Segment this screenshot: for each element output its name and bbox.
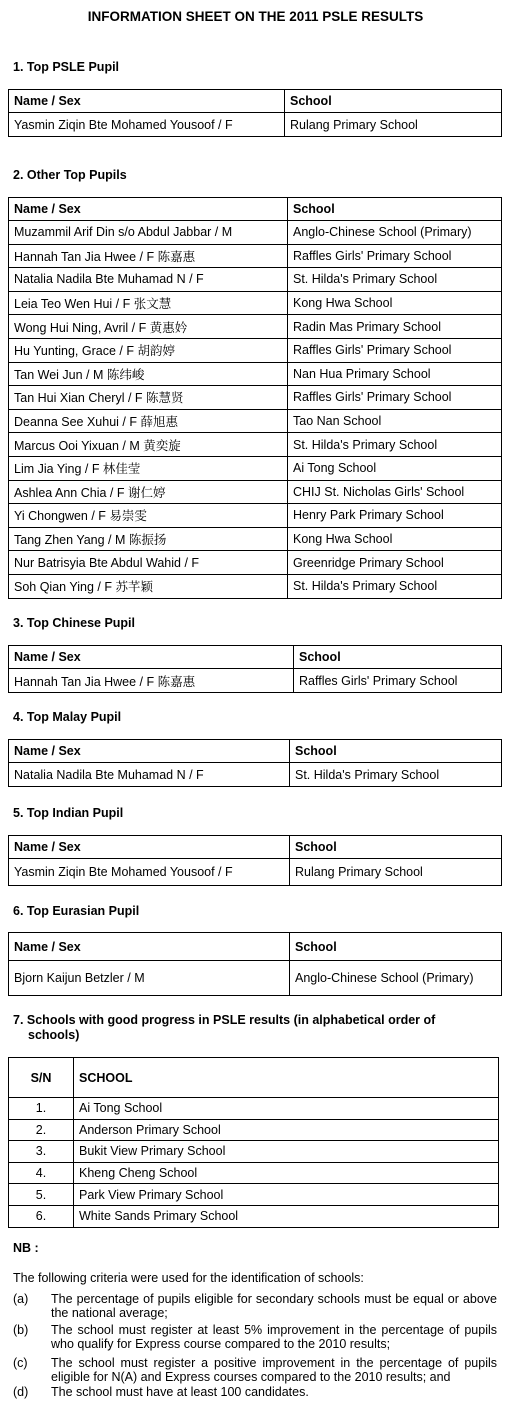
pupil-name: Yi Chongwen / F 易崇雯 — [9, 504, 288, 528]
section-heading-top-malay-pupil: 4. Top Malay Pupil — [13, 710, 122, 724]
section-heading-top-psle-pupil: 1. Top PSLE Pupil — [13, 60, 120, 74]
criterion-text: The school must register a positive improvement in the percentage of pupils eligible for N(A) and Express courses compared to the 2010 results; and — [51, 1356, 497, 1384]
pupil-name: Tang Zhen Yang / M 陈振扬 — [9, 527, 288, 551]
table-row — [9, 859, 502, 886]
table-row — [9, 551, 502, 575]
pupil-school: St. Hilda's Primary School — [290, 763, 502, 787]
criterion-key: (c) — [13, 1356, 28, 1370]
pupil-name: Hannah Tan Jia Hwee / F 陈嘉惠 — [9, 244, 288, 268]
table-row — [9, 1119, 499, 1141]
pupil-name: Deanna See Xuhui / F 薛旭惠 — [9, 409, 288, 433]
column-header-sn: S/N — [9, 1058, 74, 1098]
pupil-name: Hu Yunting, Grace / F 胡韵婷 — [9, 338, 288, 362]
pupil-name: Tan Wei Jun / M 陈纬峻 — [9, 362, 288, 386]
pupil-school: Radin Mas Primary School — [288, 315, 502, 339]
table-row — [9, 362, 502, 386]
table-row — [9, 244, 502, 268]
criterion-text: The percentage of pupils eligible for secondary schools must be equal or above the national average; — [51, 1292, 497, 1320]
pupil-name: Wong Hui Ning, Avril / F 黄惠妗 — [9, 315, 288, 339]
table-row — [9, 268, 502, 292]
table-schools-good-progress — [8, 1057, 499, 1228]
table-row — [9, 113, 502, 137]
table-top-eurasian-pupil — [8, 932, 502, 996]
column-header-name-sex: Name / Sex — [9, 933, 290, 961]
pupil-name: Lim Jia Ying / F 林佳莹 — [9, 456, 288, 480]
section-heading-top-indian-pupil: 5. Top Indian Pupil — [13, 806, 124, 820]
table-row — [9, 669, 502, 693]
pupil-school: Kong Hwa School — [288, 291, 502, 315]
table-row — [9, 456, 502, 480]
serial-number: 6. — [9, 1205, 74, 1227]
pupil-name: Muzammil Arif Din s/o Abdul Jabbar / M — [9, 221, 288, 245]
table-top-indian-pupil — [8, 835, 502, 886]
pupil-school: Raffles Girls' Primary School — [288, 386, 502, 410]
pupil-school: Raffles Girls' Primary School — [288, 338, 502, 362]
section-heading-other-top-pupils: 2. Other Top Pupils — [13, 168, 127, 182]
criteria-intro: The following criteria were used for the identification of schools: — [13, 1271, 364, 1285]
pupil-school: Nan Hua Primary School — [288, 362, 502, 386]
table-row — [9, 1162, 499, 1184]
column-header-school: School — [294, 646, 502, 669]
serial-number: 2. — [9, 1119, 74, 1141]
section-heading-top-eurasian-pupil: 6. Top Eurasian Pupil — [13, 904, 140, 918]
criterion-key: (d) — [13, 1385, 29, 1399]
page-title: INFORMATION SHEET ON THE 2011 PSLE RESULTS — [87, 9, 424, 24]
section-heading-top-chinese-pupil: 3. Top Chinese Pupil — [13, 616, 136, 630]
pupil-school: Henry Park Primary School — [288, 504, 502, 528]
table-row — [9, 1184, 499, 1206]
pupil-name: Yasmin Ziqin Bte Mohamed Yousoof / F — [9, 113, 285, 137]
school-name: White Sands Primary School — [74, 1205, 499, 1227]
pupil-school: Raffles Girls' Primary School — [294, 669, 502, 693]
table-row — [9, 221, 502, 245]
serial-number: 5. — [9, 1184, 74, 1206]
criterion-text: The school must have at least 100 candidates. — [51, 1385, 309, 1399]
pupil-school: Raffles Girls' Primary School — [288, 244, 502, 268]
column-header-name-sex: Name / Sex — [9, 836, 290, 859]
pupil-school: CHIJ St. Nicholas Girls' School — [288, 480, 502, 504]
section-heading-schools-good-progress: 7. Schools with good progress in PSLE results (in alphabetical order of schools) — [13, 1013, 436, 1042]
school-name: Anderson Primary School — [74, 1119, 499, 1141]
serial-number: 1. — [9, 1098, 74, 1120]
pupil-school: Greenridge Primary School — [288, 551, 502, 575]
table-row — [9, 315, 502, 339]
pupil-name: Tan Hui Xian Cheryl / F 陈慧贤 — [9, 386, 288, 410]
pupil-school: Anglo-Chinese School (Primary) — [288, 221, 502, 245]
column-header-school: School — [288, 198, 502, 221]
pupil-name: Soh Qian Ying / F 苏芊颖 — [9, 574, 288, 598]
pupil-name: Hannah Tan Jia Hwee / F 陈嘉惠 — [9, 669, 294, 693]
pupil-school: Anglo-Chinese School (Primary) — [290, 961, 502, 996]
table-row — [9, 1205, 499, 1227]
pupil-school: Kong Hwa School — [288, 527, 502, 551]
column-header-school: School — [290, 740, 502, 763]
table-row — [9, 574, 502, 598]
school-name: Ai Tong School — [74, 1098, 499, 1120]
pupil-school: Ai Tong School — [288, 456, 502, 480]
school-name: Kheng Cheng School — [74, 1162, 499, 1184]
pupil-name: Natalia Nadila Bte Muhamad N / F — [9, 763, 290, 787]
table-row — [9, 504, 502, 528]
pupil-name: Ashlea Ann Chia / F 谢仁婷 — [9, 480, 288, 504]
column-header-name-sex: Name / Sex — [9, 90, 285, 113]
column-header-name-sex: Name / Sex — [9, 198, 288, 221]
table-top-malay-pupil — [8, 739, 502, 787]
table-row — [9, 1098, 499, 1120]
pupil-name: Natalia Nadila Bte Muhamad N / F — [9, 268, 288, 292]
table-row — [9, 433, 502, 457]
pupil-name: Leia Teo Wen Hui / F 张文慧 — [9, 291, 288, 315]
pupil-school: St. Hilda's Primary School — [288, 268, 502, 292]
pupil-name: Marcus Ooi Yixuan / M 黄奕旋 — [9, 433, 288, 457]
nb-label: NB : — [13, 1241, 39, 1255]
column-header-school: School — [285, 90, 502, 113]
pupil-school: St. Hilda's Primary School — [288, 433, 502, 457]
column-header-school: School — [290, 836, 502, 859]
pupil-name: Nur Batrisyia Bte Abdul Wahid / F — [9, 551, 288, 575]
table-row — [9, 1141, 499, 1163]
pupil-name: Yasmin Ziqin Bte Mohamed Yousoof / F — [9, 859, 290, 886]
table-row — [9, 338, 502, 362]
table-top-psle-pupil — [8, 89, 502, 137]
table-row — [9, 763, 502, 787]
table-row — [9, 961, 502, 996]
pupil-name: Bjorn Kaijun Betzler / M — [9, 961, 290, 996]
table-other-top-pupils — [8, 197, 502, 599]
criterion-key: (a) — [13, 1292, 29, 1306]
column-header-school: SCHOOL — [74, 1058, 499, 1098]
serial-number: 3. — [9, 1141, 74, 1163]
column-header-name-sex: Name / Sex — [9, 740, 290, 763]
school-name: Park View Primary School — [74, 1184, 499, 1206]
table-top-chinese-pupil — [8, 645, 502, 693]
serial-number: 4. — [9, 1162, 74, 1184]
table-row — [9, 480, 502, 504]
column-header-name-sex: Name / Sex — [9, 646, 294, 669]
table-row — [9, 291, 502, 315]
table-row — [9, 386, 502, 410]
table-row — [9, 409, 502, 433]
criterion-key: (b) — [13, 1323, 29, 1337]
school-name: Bukit View Primary School — [74, 1141, 499, 1163]
pupil-school: Tao Nan School — [288, 409, 502, 433]
pupil-school: Rulang Primary School — [290, 859, 502, 886]
pupil-school: St. Hilda's Primary School — [288, 574, 502, 598]
table-row — [9, 527, 502, 551]
criterion-text: The school must register at least 5% improvement in the percentage of pupils who qualify for Express course compared to the 2010 results; — [51, 1323, 497, 1351]
pupil-school: Rulang Primary School — [285, 113, 502, 137]
column-header-school: School — [290, 933, 502, 961]
